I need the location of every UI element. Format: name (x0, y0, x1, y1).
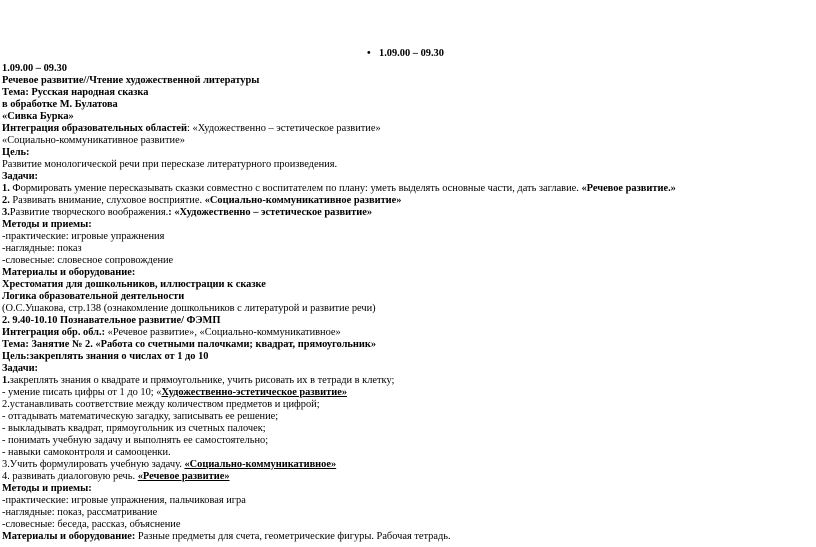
task-2-3-text: 3.Учить формулировать учебную задачу. (2, 459, 185, 470)
task-2-1b-area: Художественно-эстетическое развитие» (161, 387, 348, 398)
task-2-3 (2, 459, 336, 471)
topic-line: Тема: Русская народная сказка (2, 87, 149, 98)
materials-text: Хрестоматия для дошкольников, иллюстрации к сказке (2, 279, 266, 290)
tasks-heading: Задачи: (2, 171, 39, 182)
task-1 (2, 183, 676, 195)
header-time-text: 1.09.00 – 09.30 (379, 48, 444, 59)
adaptation-line: в обработке М. Булатова (2, 99, 118, 110)
goal-heading: Цель: (2, 147, 30, 158)
task-2-2b: - выкладывать квадрат, прямоугольник из счетных палочек; (2, 423, 266, 434)
method-2-visual: -наглядные: показ, рассматривание (2, 507, 158, 518)
method-verbal: -словесные: словесное сопровождение (2, 255, 174, 266)
materials-2-label: Материалы и оборудование: (2, 531, 136, 542)
task-2-text: Развивать внимание, слуховое восприятие. (9, 195, 205, 206)
task-2-4-area: «Речевое развитие» (137, 471, 230, 482)
task-1-text: Формировать умение пересказывать сказки совместно с воспитателем по плану: уметь выделять основные части, дать заглавие. (9, 183, 582, 194)
session-2-title: 2. 9.40-10.10 Познавательное развитие/ ФЭМП (2, 315, 221, 326)
task-2-4-text: 4. развивать диалоговую речь. (2, 471, 138, 482)
goal-2-line: Цель:закреплять знания о числах от 1 до 10 (2, 351, 209, 362)
methods-heading: Методы и приемы: (2, 219, 92, 230)
task-2-4 (2, 471, 230, 483)
materials-2-text: Разные предметы для счета, геометрические фигуры. Рабочая тетрадь. (135, 531, 451, 542)
task-2-1 (2, 375, 394, 387)
method-visual: -наглядные: показ (2, 243, 82, 254)
method-practical: -практические: игровые упражнения (2, 231, 165, 242)
reference-line: (О.С.Ушакова, стр.138 (ознакомление дошкольников с литературой и развитие речи) (2, 303, 376, 314)
integration-2-label: Интеграция обр. обл.: (2, 327, 106, 338)
task-2-2c: - понимать учебную задачу и выполнять ее самостоятельно; (2, 435, 269, 446)
task-2-area: «Социально-коммуникативное развитие» (204, 195, 402, 206)
integration-value: : «Художественно – эстетическое развитие» (187, 123, 381, 134)
materials-2-line (2, 531, 451, 543)
task-1-area: «Речевое развитие.» (581, 183, 676, 194)
task-2-3-area: «Социально-коммуникативное» (184, 459, 337, 470)
task-3-number: 3. (2, 207, 10, 218)
method-2-practical: -практические: игровые упражнения, пальчиковая игра (2, 495, 246, 506)
task-2-1-number: 1. (2, 375, 10, 386)
task-3-area: : «Художественно – эстетическое развитие» (168, 207, 373, 218)
header-time (367, 48, 444, 60)
task-2-number: 2. (2, 195, 10, 206)
task-2-2d: - навыки самоконтроля и самооценки. (2, 447, 171, 458)
task-2-1b-text: - умение писать цифры от 1 до 10; « (2, 387, 162, 398)
methods-2-heading: Методы и приемы: (2, 483, 92, 494)
story-title: «Сивка Бурка» (2, 111, 74, 122)
task-3-text: Развитие творческого воображения. (9, 207, 169, 218)
task-1-number: 1. (2, 183, 10, 194)
task-2-1b (2, 387, 347, 399)
task-2 (2, 195, 401, 207)
session-time: 1.09.00 – 09.30 (2, 63, 67, 74)
integration-2-line (2, 327, 341, 339)
integration-2-value: «Речевое развитие», «Социально-коммуникативное» (105, 327, 341, 338)
bullet-icon: • (367, 48, 371, 59)
logic-heading: Логика образовательной деятельности (2, 291, 185, 302)
tasks-2-heading: Задачи: (2, 363, 39, 374)
task-2-2a: - отгадывать математическую загадку, записывать ее решение; (2, 411, 279, 422)
materials-heading: Материалы и оборудование: (2, 267, 136, 278)
task-2-1-text: закреплять знания о квадрате и прямоугольнике, учить рисовать их в тетради в клетку; (9, 375, 395, 386)
task-2-2: 2.устанавливать соответствие между количеством предметов и цифрой; (2, 399, 320, 410)
integration-line (2, 123, 381, 135)
task-3 (2, 207, 372, 219)
goal-text: Развитие монологической речи при пересказе литературного произведения. (2, 159, 338, 170)
integration-label: Интеграция образовательных областей (2, 123, 188, 134)
integration-line-2: «Социально-коммуникативное развитие» (2, 135, 185, 146)
topic-2-line: Тема: Занятие № 2. «Работа со счетными палочками; квадрат, прямоугольник» (2, 339, 377, 350)
method-2-verbal: -словесные: беседа, рассказ, объяснение (2, 519, 181, 530)
subject-title: Речевое развитие//Чтение художественной литературы (2, 75, 260, 86)
